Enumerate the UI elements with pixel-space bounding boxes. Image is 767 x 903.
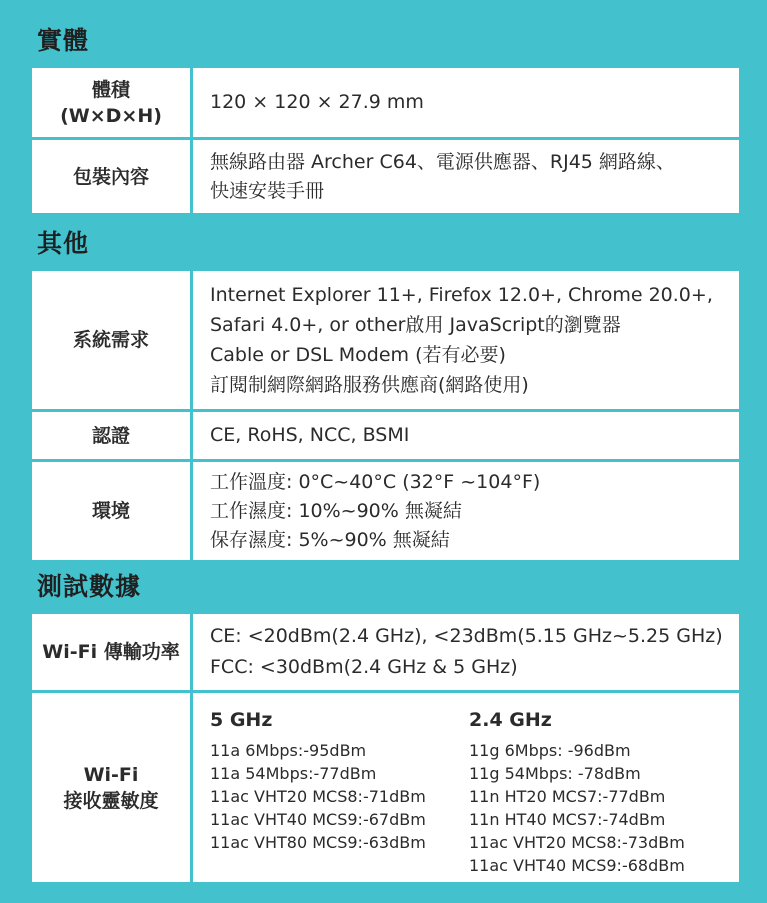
dimensions-label [32,68,193,137]
package-value-line2: 快速安裝手冊 [210,179,325,202]
band-2-4ghz-line: 11n HT40 MCS7:-74dBm [469,810,666,829]
sensitivity-label [32,693,193,882]
band-2-4ghz-title: 2.4 GHz [469,709,552,731]
band-2-4ghz-line: 11g 6Mbps: -96dBm [469,741,631,760]
section-title-physical: 實體 [37,26,90,55]
dimensions-value-text: 120 × 120 × 27.9 mm [210,91,424,113]
requirements-line: 訂閱制網際網路服務供應商(網路使用) [210,374,529,396]
sensitivity-value [193,693,739,882]
dimensions-label-line2: (W×D×H) [60,104,162,127]
sensitivity-label-line2: 接收靈敏度 [63,789,159,812]
section-title-test-data: 測試數據 [37,572,142,601]
requirements-line: Safari 4.0+, or other啟用 JavaScript的瀏覽器 [210,314,621,336]
physical-spec-table [32,68,739,213]
band-5ghz [210,707,426,854]
spec-row-requirements [32,271,739,409]
band-2-4ghz-line: 11ac VHT40 MCS9:-68dBm [469,856,685,875]
band-5ghz-line: 11a 54Mbps:-77dBm [210,764,377,783]
spec-row-environment [32,462,739,560]
requirements-line: Internet Explorer 11+, Firefox 12.0+, Chrome 20.0+, [210,284,713,306]
band-5ghz-line: 11ac VHT20 MCS8:-71dBm [210,787,426,806]
spec-row-dimensions [32,68,739,137]
spec-row-package [32,140,739,213]
tx-power-line: FCC: <30dBm(2.4 GHz & 5 GHz) [210,656,518,678]
package-value-line1: 無線路由器 Archer C64、電源供應器、RJ45 網路線、 [210,150,675,173]
spec-row-sensitivity [32,693,739,882]
certification-value-text: CE, RoHS, NCC, BSMI [210,424,410,446]
requirements-label: 系統需求 [32,271,193,409]
band-2-4ghz-line: 11ac VHT20 MCS8:-73dBm [469,833,685,852]
band-5ghz-line: 11a 6Mbps:-95dBm [210,741,367,760]
sensitivity-label-line1: Wi-Fi [83,763,139,786]
certification-value [193,412,739,459]
requirements-line: Cable or DSL Modem (若有必要) [210,344,506,366]
band-5ghz-line: 11ac VHT80 MCS9:-63dBm [210,833,426,852]
tx-power-value [193,614,739,690]
band-2-4ghz-line: 11n HT20 MCS7:-77dBm [469,787,666,806]
section-title-other: 其他 [37,229,90,258]
certification-label: 認證 [32,412,193,459]
band-2-4ghz-line: 11g 54Mbps: -78dBm [469,764,641,783]
requirements-value [193,271,739,409]
dimensions-label-line1: 體積 [91,78,130,101]
package-value [193,140,739,213]
tx-power-line: CE: <20dBm(2.4 GHz), <23dBm(5.15 GHz~5.25 GHz) [210,625,723,647]
dimensions-value [193,68,739,137]
other-spec-table [32,271,739,560]
tx-power-label: Wi-Fi 傳輸功率 [32,614,193,690]
environment-value [193,462,739,560]
test-data-table [32,614,739,882]
spec-row-tx-power [32,614,739,690]
band-5ghz-line: 11ac VHT40 MCS9:-67dBm [210,810,426,829]
package-label: 包裝內容 [32,140,193,213]
band-2-4ghz [469,707,685,877]
environment-line: 工作濕度: 10%~90% 無凝結 [210,499,462,522]
band-5ghz-title: 5 GHz [210,709,273,731]
environment-line: 工作溫度: 0°C~40°C (32°F ~104°F) [210,470,541,493]
environment-label: 環境 [32,462,193,560]
environment-line: 保存濕度: 5%~90% 無凝結 [210,528,450,551]
spec-row-certification [32,412,739,459]
